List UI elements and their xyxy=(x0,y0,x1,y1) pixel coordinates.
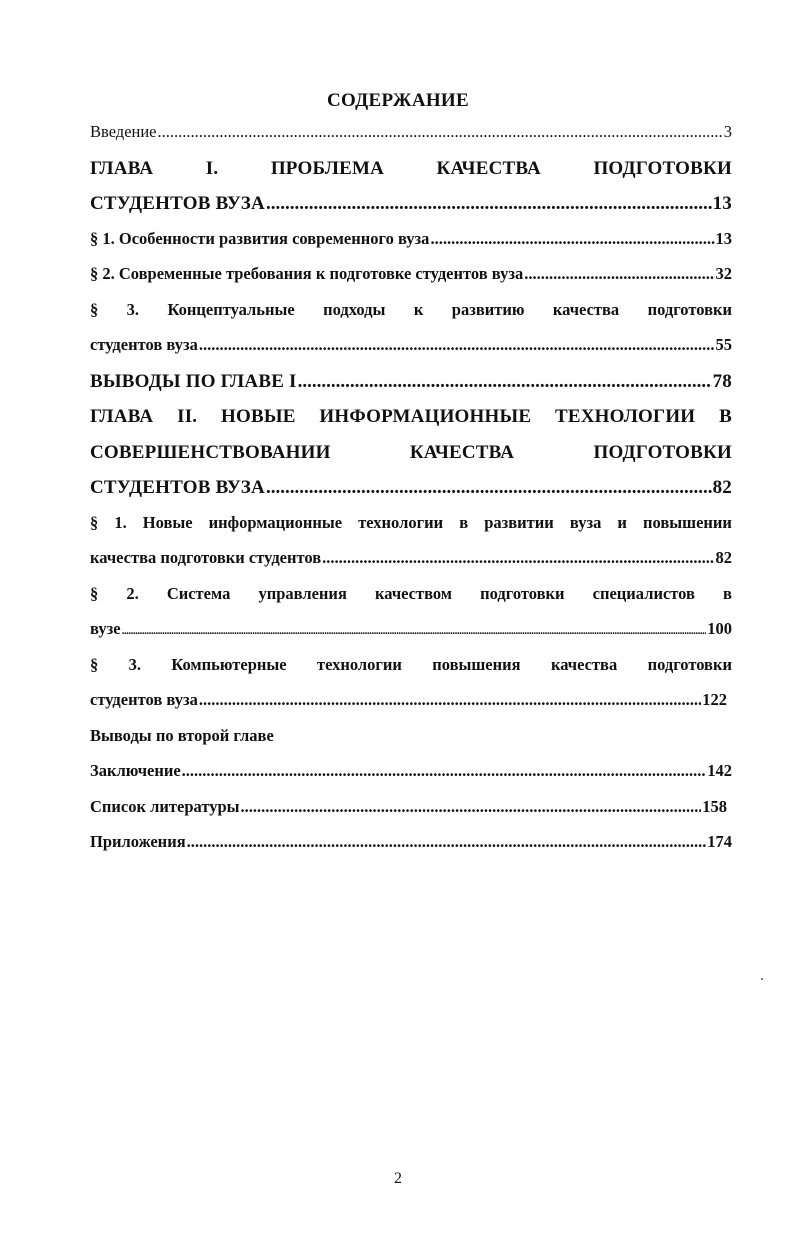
toc-entry-ch1-s3-line1: § 3. Концептуальные подходы к развитию качества подготовки xyxy=(90,299,732,319)
page-title: СОДЕРЖАНИЕ xyxy=(327,90,469,111)
leader-dots xyxy=(199,335,715,355)
scan-speck xyxy=(761,978,763,980)
toc-entry-chapter1-line1: ГЛАВА I. ПРОБЛЕМА КАЧЕСТВА ПОДГОТОВКИ xyxy=(90,157,732,179)
toc-entry-chapter2-line3: СТУДЕНТОВ ВУЗА ..... 82 xyxy=(90,477,732,513)
toc-entry-ch1-s2: § 2. Современные требования к подготовке студентов вуза ..... 32 xyxy=(90,264,732,300)
toc-entry-ch2-conclusions: Выводы по второй главе xyxy=(90,725,274,745)
leader-dots xyxy=(182,761,707,781)
toc-entry-chapter2-line1: ГЛАВА II. НОВЫЕ ИНФОРМАЦИОННЫЕ ТЕХНОЛОГИИ В xyxy=(90,406,732,427)
toc-entry-ch1-s1: § 1. Особенности развития современного вуза ..... 13 xyxy=(90,229,732,265)
page-ref: 13 xyxy=(712,193,732,214)
leader-dots xyxy=(266,477,712,499)
toc-entry-references: Список литературы ..... 158 xyxy=(90,797,727,833)
toc-entry-conclusion: Заключение ..... 142 xyxy=(90,761,732,797)
page-ref: 78 xyxy=(712,370,732,392)
leader-dots xyxy=(187,832,707,852)
leader-dots xyxy=(199,690,701,710)
leader-dots xyxy=(430,229,714,249)
toc-entry-ch2-s1-line1: § 1. Новые информационные технологии в развитии вуза и повышении xyxy=(90,512,732,532)
leader-dots xyxy=(322,548,714,568)
toc-entry-ch2-s2-line2: вузе ..... 100 xyxy=(90,619,732,655)
toc-entry-chapter2-line2: СОВЕРШЕНСТВОВАНИИ КАЧЕСТВА ПОДГОТОВКИ xyxy=(90,441,732,463)
page-ref: 55 xyxy=(715,335,732,354)
page-ref: 82 xyxy=(712,477,732,498)
page-ref: 174 xyxy=(707,832,732,851)
leader-dots xyxy=(298,371,712,393)
toc-entry-intro: Введение ..... 3 xyxy=(90,122,732,158)
leader-dots xyxy=(122,625,707,637)
toc-entry-ch2-s3-line2: студентов вуза ..... 122 xyxy=(90,690,727,726)
toc-entry-ch2-s2-line1: § 2. Система управления качеством подготовки специалистов в xyxy=(90,583,732,603)
page-ref: 158 xyxy=(702,796,727,816)
page-ref: 122 xyxy=(702,690,727,709)
page-number: 2 xyxy=(394,1170,402,1187)
leader-dots xyxy=(158,122,723,142)
toc-entry-ch2-s1-line2: качества подготовки студентов ..... 82 xyxy=(90,548,732,584)
page-ref: 82 xyxy=(715,548,732,567)
page-ref: 100 xyxy=(707,619,732,638)
page-ref: 3 xyxy=(723,122,732,141)
table-of-contents xyxy=(90,122,732,868)
toc-entry-ch1-conclusions: ВЫВОДЫ ПО ГЛАВЕ I ..... 78 xyxy=(90,371,732,407)
toc-entry-chapter1-line2: СТУДЕНТОВ ВУЗА ..... 13 xyxy=(90,193,732,229)
page-ref: 142 xyxy=(707,761,732,780)
page-ref: 13 xyxy=(715,228,732,248)
page-ref: 32 xyxy=(715,264,732,283)
toc-entry-ch1-s3-line2: студентов вуза ..... 55 xyxy=(90,335,732,371)
leader-dots xyxy=(524,264,714,284)
leader-dots xyxy=(266,193,712,215)
toc-entry-appendices: Приложения ..... 174 xyxy=(90,832,732,868)
leader-dots xyxy=(241,797,702,817)
toc-entry-ch2-s3-line1: § 3. Компьютерные технологии повышения качества подготовки xyxy=(90,654,732,674)
